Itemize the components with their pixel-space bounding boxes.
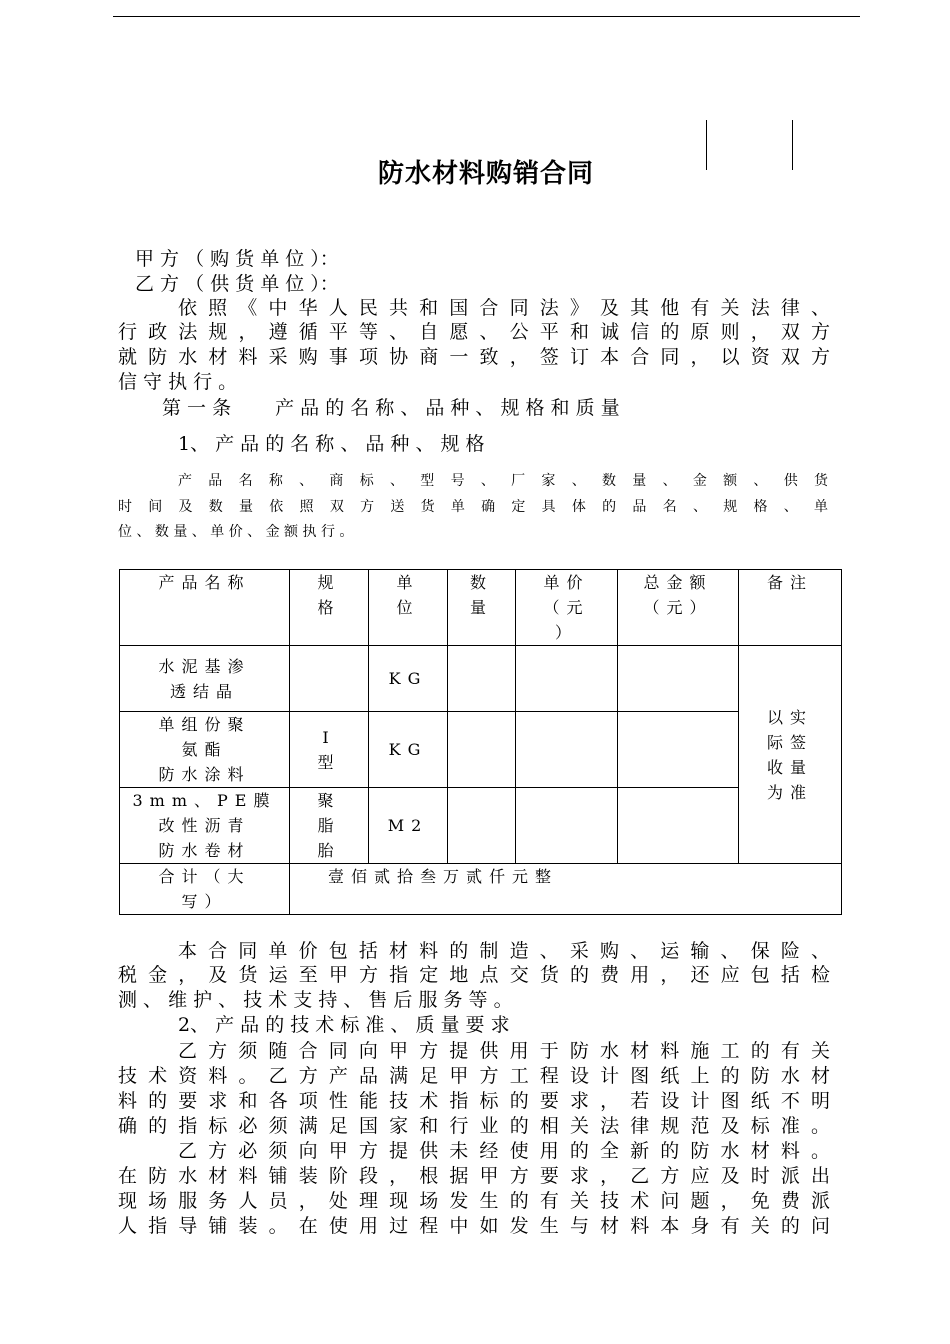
section-2-heading: 2、 产 品 的 技 术 标 准 、 质 量 要 求 [178,1014,510,1036]
cell-quantity [448,712,516,788]
cell-total-amount [618,646,739,712]
cell-spec [290,646,369,712]
small-para-line: 时 间 及 数 量 依 照 双 方 送 货 单 确 定 具 体 的 品 名 、 规 格 、 单 [118,499,828,515]
cell-total-amount [618,788,739,864]
cell-unit: KG [369,646,448,712]
party-a-line: 甲 方 （ 购 货 单 位 ）： [135,248,339,270]
para3-line: 现 场 服 务 人 员 ， 处 理 现 场 发 生 的 有 关 技 术 问 题 ， 免 费 派 [118,1190,830,1212]
header-rule [113,16,860,17]
cell-quantity [448,788,516,864]
para2-line: 确 的 指 标 必 须 满 足 国 家 和 行 业 的 相 关 法 律 规 范 及 标 准 。 [118,1115,830,1137]
intro-line: 行 政 法 规 ， 遵 循 平 等 、 自 愿 、 公 平 和 诚 信 的 原 则 ， 双 方 [118,321,830,343]
cell-unit-price [516,788,618,864]
header-unit-price: 单价 （元 ） [516,570,618,646]
table-header-row [120,570,842,646]
small-para-line: 产 品 名 称 、 商 标 、 型 号 、 厂 家 、 数 量 、 金 额 、 供 货 [178,473,828,489]
section-1-heading: 1、 产 品 的 名 称 、 品 种 、 规 格 [178,433,485,455]
document-title: 防水材料购销合同 [377,159,594,189]
cell-unit-price [516,646,618,712]
cell-product-name: 水泥基渗 透结晶 [120,646,290,712]
para2-line: 料 的 要 求 和 各 项 性 能 技 术 指 标 的 要 求 ， 若 设 计 图 纸 不 明 [118,1090,830,1112]
cell-spec: I 型 [290,712,369,788]
cell-product-name: 3mm、PE膜 改性沥青 防水卷材 [120,788,290,864]
table-total-row [120,864,842,915]
cell-quantity [448,646,516,712]
after-table-line: 税 金 ， 及 货 运 至 甲 方 指 定 地 点 交 货 的 费 用 ， 还 应 包 括 检 [118,964,830,986]
after-table-line: 测 、 维 护 、 技 术 支 持 、 售 后 服 务 等 。 [118,989,513,1011]
intro-line: 依 照 《 中 华 人 民 共 和 国 合 同 法 》 及 其 他 有 关 法 律 、 [178,297,830,319]
table-row [120,646,842,712]
para3-line: 乙 方 必 须 向 甲 方 提 供 未 经 使 用 的 全 新 的 防 水 材 料 。 [178,1140,830,1162]
cell-spec: 聚 脂 胎 [290,788,369,864]
table-row [120,788,842,864]
party-b-line: 乙 方 （ 供 货 单 位 ）： [135,273,339,295]
cell-unit-price [516,712,618,788]
cell-unit: KG [369,712,448,788]
header-total-amount: 总金额 （元） [618,570,739,646]
header-spec: 规 格 [290,570,369,646]
small-para-line: 位 、 数 量 、 单 价 、 金 额 执 行 。 [118,524,354,540]
table-row [120,712,842,788]
article-1-heading: 第 一 条 产 品 的 名 称 、 品 种 、 规 格 和 质 量 [162,397,620,419]
para2-line: 技 术 资 料 。 乙 方 产 品 满 足 甲 方 工 程 设 计 图 纸 上 的 防 水 材 [118,1065,830,1087]
header-unit: 单 位 [369,570,448,646]
after-table-line: 本 合 同 单 价 包 括 材 料 的 制 造 、 采 购 、 运 输 、 保 险 、 [178,940,830,962]
header-remark: 备注 [739,570,842,646]
para2-line: 乙 方 须 随 合 同 向 甲 方 提 供 用 于 防 水 材 料 施 工 的 有 关 [178,1040,830,1062]
cell-product-name: 单组份聚 氨酯 防水涂料 [120,712,290,788]
total-value: 壹佰贰拾叁万贰仟元整 [290,864,842,915]
header-quantity: 数 量 [448,570,516,646]
intro-line: 信 守 执 行 。 [118,371,238,393]
cell-total-amount [618,712,739,788]
para3-line: 在 防 水 材 料 铺 装 阶 段 ， 根 据 甲 方 要 求 ， 乙 方 应 及 时 派 出 [118,1165,830,1187]
total-label: 合计（大 写） [120,864,290,915]
cell-remark: 以实 际签 收量 为准 [739,646,842,864]
header-product-name: 产品名称 [120,570,290,646]
cell-unit: M2 [369,788,448,864]
product-table [119,569,842,915]
para3-line: 人 指 导 铺 装 。 在 使 用 过 程 中 如 发 生 与 材 料 本 身 有 关 的 问 [118,1215,830,1237]
intro-line: 就 防 水 材 料 采 购 事 项 协 商 一 致 ， 签 订 本 合 同 ， 以 资 双 方 [118,346,830,368]
